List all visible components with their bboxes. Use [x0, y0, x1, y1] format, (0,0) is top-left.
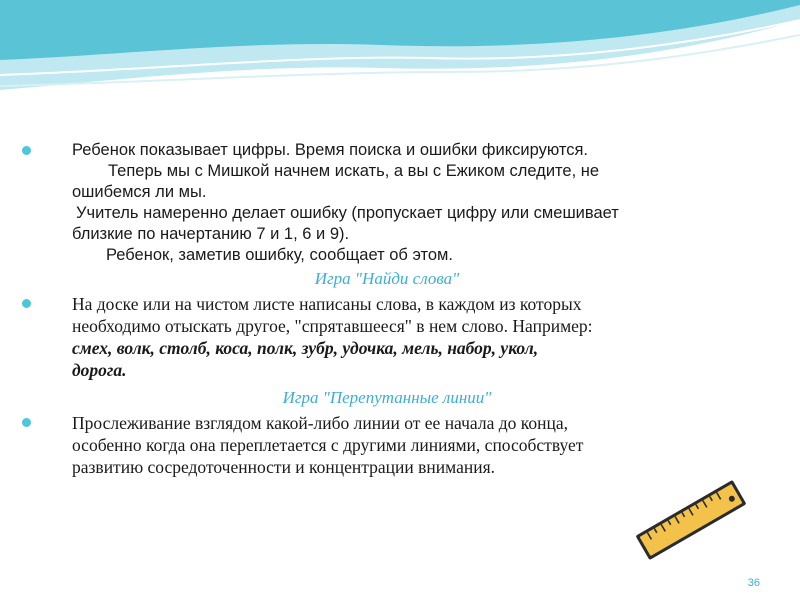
- page-number: 36: [747, 577, 760, 589]
- intro-line-1: Ребенок показывает цифры. Время поиска и ошибки фиксируются.: [72, 141, 588, 159]
- game2-paragraph: [42, 412, 732, 478]
- game2-title: Игра "Перепутанные линии": [282, 388, 492, 407]
- intro-line-3: ошибемся ли мы.: [72, 183, 207, 201]
- bullet-icon: [22, 418, 31, 427]
- slide-body: [42, 140, 732, 478]
- game1-text-line-1: На доске или на чистом листе написаны слова, в каждом из которых: [72, 294, 582, 314]
- game2-text-line-1: Прослеживание взглядом какой-либо линии от ее начала до конца,: [72, 413, 568, 433]
- intro-line-2: Теперь мы с Мишкой начнем искать, а вы с Ежиком следите, не: [108, 162, 600, 180]
- intro-line-5: близкие по начертанию 7 и 1, 6 и 9).: [72, 225, 350, 243]
- intro-line-6: Ребенок, заметив ошибку, сообщает об этом.: [106, 246, 453, 264]
- game2-text-line-3: развитию сосредоточенности и концентрации внимания.: [72, 457, 495, 477]
- game1-text-line-2: необходимо отыскать другое, "спрятавшееся" в нем слово. Например:: [72, 316, 593, 336]
- intro-paragraph: [42, 140, 732, 266]
- bullet-icon: [22, 299, 31, 308]
- intro-line-4: Учитель намеренно делает ошибку (пропускает цифру или смешивает: [76, 204, 619, 222]
- header-waves-decoration: [0, 0, 800, 110]
- game1-paragraph: [42, 293, 732, 381]
- ruler-icon: [632, 470, 750, 570]
- game1-title: Игра "Найди слова": [314, 269, 460, 288]
- game1-words-line-1: смех, волк, столб, коса, полк, зубр, удочка, мель, набор, укол,: [72, 338, 539, 358]
- game2-text-line-2: особенно когда она переплетается с другими линиями, способствует: [72, 435, 584, 455]
- game1-words-line-2: дорога.: [72, 360, 127, 380]
- bullet-icon: [22, 146, 31, 155]
